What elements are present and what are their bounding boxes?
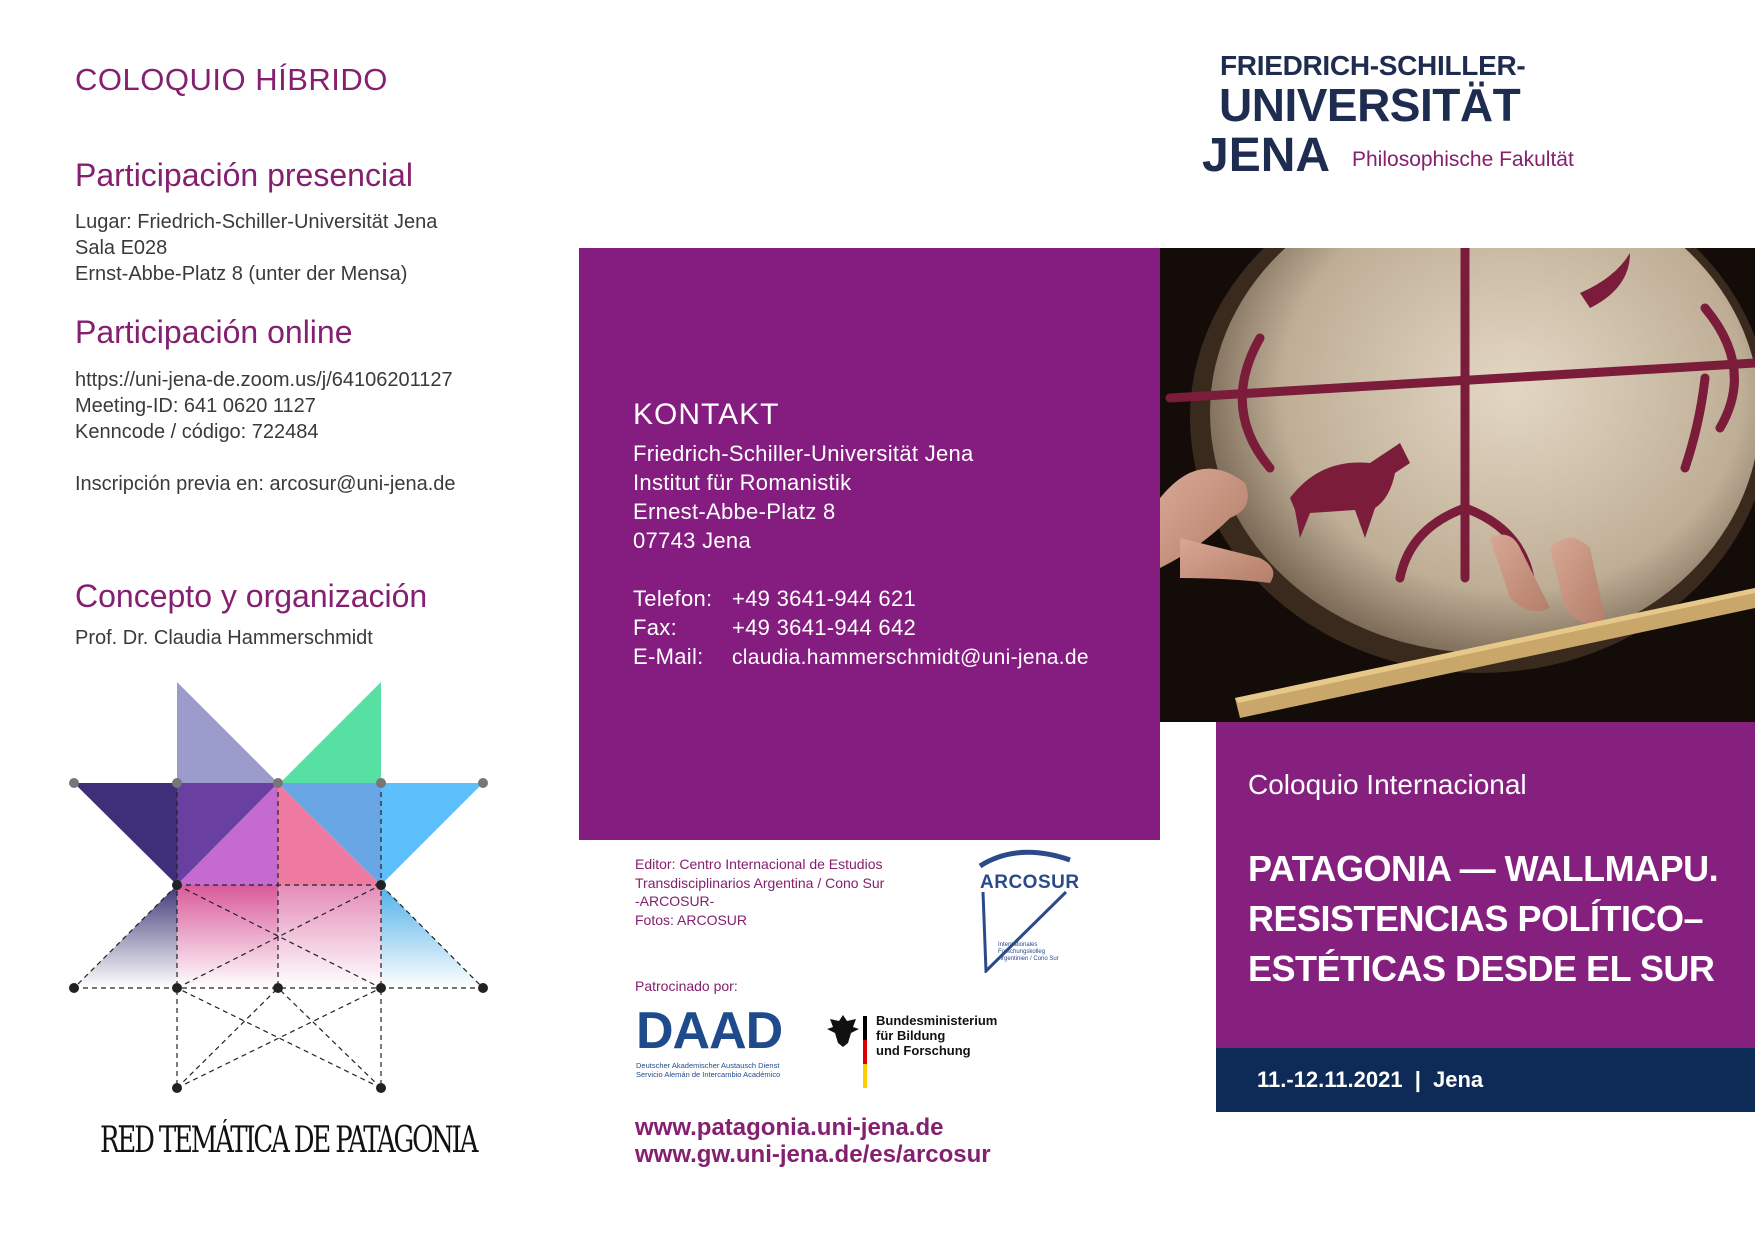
contact-line: Friedrich-Schiller-Universität Jena <box>633 441 974 466</box>
event-subtitle: Coloquio Internacional <box>1248 769 1527 800</box>
online-heading: Participación online <box>75 314 353 350</box>
online-details <box>75 367 456 497</box>
star-facet <box>74 783 177 885</box>
arcosur-logo-name: ARCOSUR <box>980 872 1080 893</box>
contact-heading: KONTAKT <box>633 398 780 431</box>
federal-eagle-icon <box>826 1013 860 1049</box>
daad-logo-name: DAAD <box>636 1002 783 1060</box>
colloquium-type-header: COLOQUIO HÍBRIDO <box>75 62 388 97</box>
presencial-line: Lugar: Friedrich-Schiller-Universität Jena <box>75 211 438 233</box>
red-tematica-logo-text: RED TEMÁTICA DE PATAGONIA <box>100 1120 477 1161</box>
daad-logo <box>636 1002 783 1079</box>
email-label: E-Mail: <box>633 644 704 669</box>
drum-photo <box>1160 248 1755 722</box>
registration-info: Inscripción previa en: arcosur@uni-jena.de <box>75 473 456 495</box>
arcosur-logo <box>978 848 1088 973</box>
organization-heading: Concepto y organización <box>75 578 428 614</box>
event-date-bar <box>1216 1048 1755 1112</box>
date-separator: | <box>1414 1067 1421 1092</box>
flag-black <box>863 1016 867 1040</box>
zoom-link[interactable]: https://uni-jena-de.zoom.us/j/64106201127 <box>75 369 453 391</box>
fax-label: Fax: <box>633 615 677 640</box>
star-facet <box>177 885 278 988</box>
university-logo-line2: UNIVERSITÄT <box>1219 79 1521 131</box>
editor-info <box>635 855 884 929</box>
red-tematica-logo <box>60 675 500 1095</box>
website-links <box>635 1114 991 1168</box>
arcosur-caption-line: Forschungskolleg <box>998 949 1046 955</box>
contact-line: Ernest-Abbe-Platz 8 <box>633 499 836 524</box>
star-top-right-triangle <box>280 682 381 783</box>
fax-number: +49 3641-944 642 <box>732 615 917 640</box>
meeting-id: Meeting-ID: 641 0620 1127 <box>75 395 316 417</box>
bmbf-line: und Forschung <box>876 1043 971 1058</box>
presencial-heading: Participación presencial <box>75 157 413 193</box>
star-top-left-triangle <box>177 682 278 783</box>
editor-line: Transdisciplinarios Argentina / Cono Sur <box>635 874 885 891</box>
contact-line: 07743 Jena <box>633 528 751 553</box>
flag-red <box>863 1040 867 1064</box>
patagonia-website-link[interactable]: www.patagonia.uni-jena.de <box>635 1114 944 1141</box>
phone-label: Telefon: <box>633 586 713 611</box>
arcosur-caption-line: Argentinien / Cono Sur <box>998 956 1059 962</box>
contact-line: Institut für Romanistik <box>633 470 852 495</box>
event-place: Jena <box>1433 1067 1484 1092</box>
event-title-panel <box>1216 722 1755 1048</box>
faculty-name: Philosophische Fakultät <box>1352 148 1574 171</box>
editor-line: Editor: Centro Internacional de Estudios <box>635 856 883 872</box>
event-title-line: RESISTENCIAS POLÍTICO– <box>1248 898 1704 939</box>
star-facet <box>381 783 483 885</box>
event-date: 11.-12.11.2021 <box>1257 1067 1403 1092</box>
arcosur-website-link[interactable]: www.gw.uni-jena.de/es/arcosur <box>635 1141 991 1168</box>
presencial-details <box>75 209 437 287</box>
daad-caption-line: Deutscher Akademischer Austausch Dienst <box>636 1061 780 1070</box>
flag-gold <box>863 1064 867 1088</box>
event-title-line: ESTÉTICAS DESDE EL SUR <box>1248 948 1715 989</box>
sponsored-by-label: Patrocinado por: <box>635 978 738 994</box>
bmbf-line: Bundesministerium <box>876 1013 998 1028</box>
bmbf-line: für Bildung <box>876 1028 946 1043</box>
editor-line: -ARCOSUR- <box>635 893 715 909</box>
editor-line: Fotos: ARCOSUR <box>635 911 748 928</box>
event-title <box>1248 844 1718 994</box>
star-facet <box>278 885 381 988</box>
event-title-line: PATAGONIA — WALLMAPU. <box>1248 848 1719 889</box>
university-logo-line3: JENA <box>1202 129 1331 182</box>
presencial-line: Sala E028 <box>75 237 168 259</box>
daad-caption-line: Servicio Alemán de Intercambio Académico <box>636 1070 781 1079</box>
phone-number[interactable]: +49 3641-944 621 <box>732 586 917 611</box>
bmbf-logo <box>826 1010 996 1090</box>
email-link[interactable]: claudia.hammerschmidt@uni-jena.de <box>732 646 1089 669</box>
arcosur-caption-line: Internationales <box>998 942 1038 948</box>
university-logo-line1: FRIEDRICH-SCHILLER- <box>1220 50 1526 81</box>
contact-address <box>633 439 974 555</box>
contact-panel <box>579 248 1160 840</box>
passcode: Kenncode / código: 722484 <box>75 421 319 443</box>
contact-numbers <box>633 584 1089 672</box>
presencial-line: Ernst-Abbe-Platz 8 (unter der Mensa) <box>75 263 408 285</box>
organizer-name: Prof. Dr. Claudia Hammerschmidt <box>75 627 373 649</box>
